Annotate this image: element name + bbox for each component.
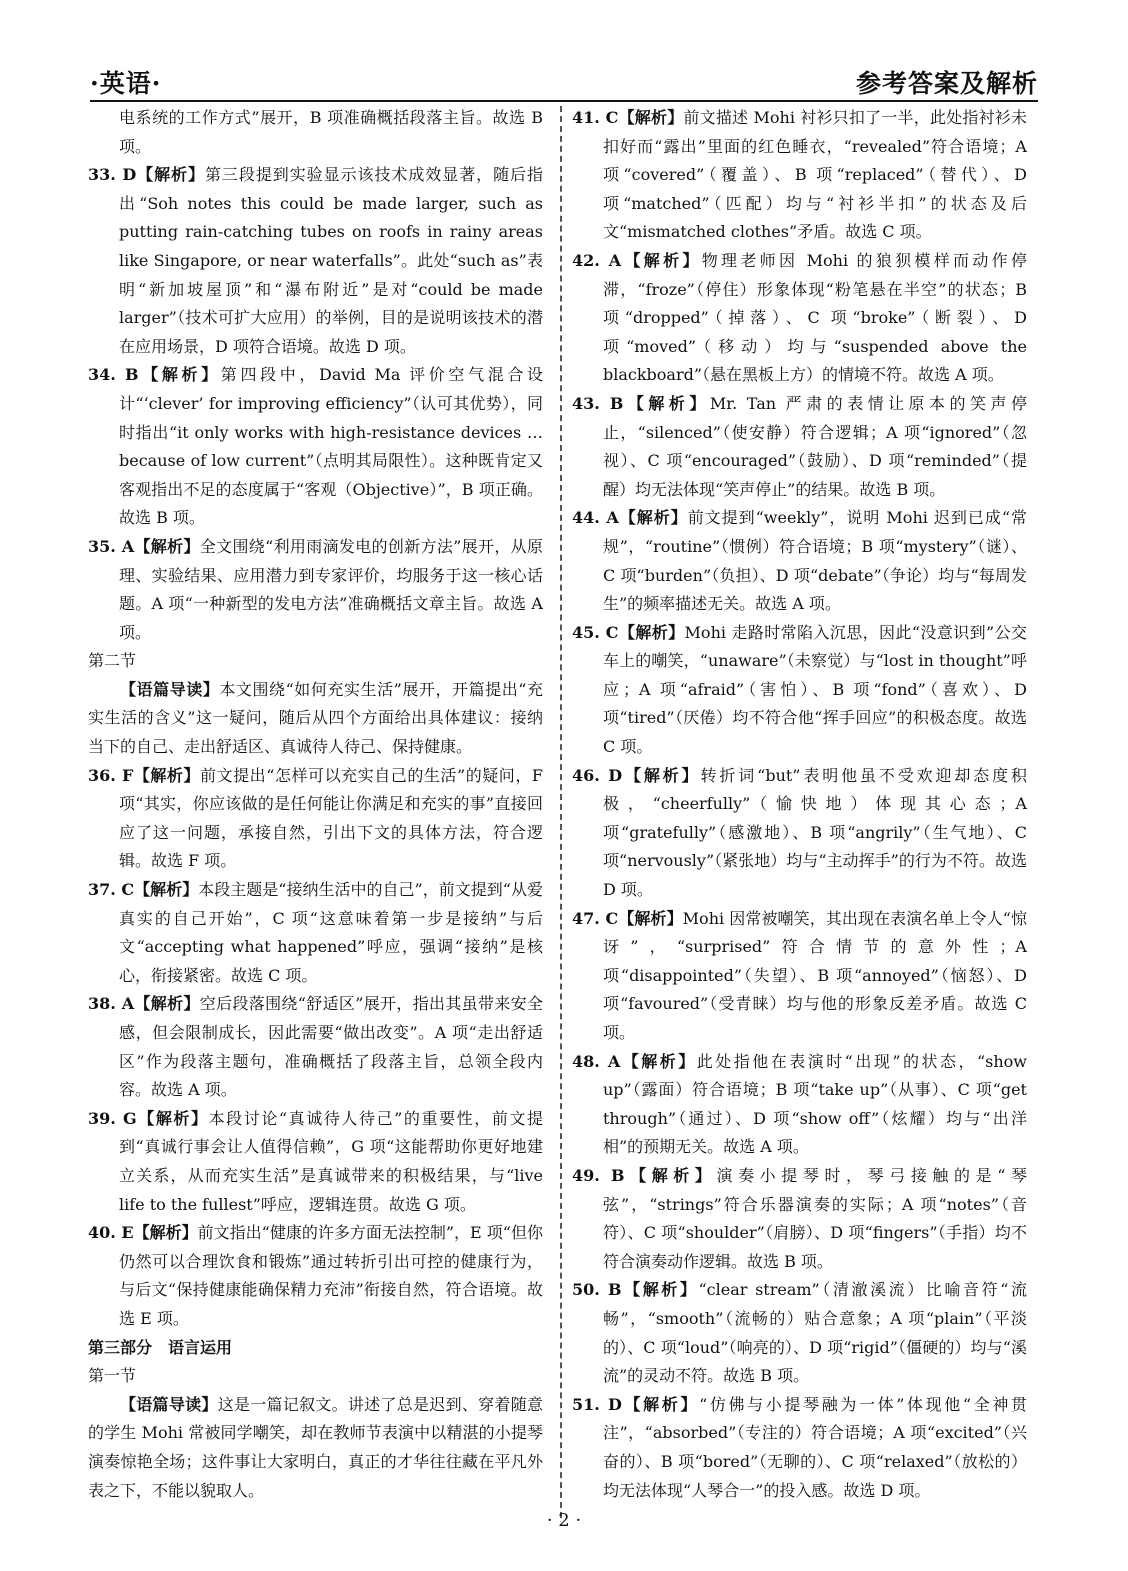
- answer-number: 36. F: [88, 765, 134, 785]
- analysis-tag: 【解析】: [618, 908, 683, 928]
- answer-explanation: 空后段落围绕“舒适区”展开，指出其虽带来安全感，但会限制成长，因此需要“做出改变”。A 项“走出舒适区”作为段落主题句，准确概括了段落主旨，总领全段内容。故选 A 项。: [119, 994, 543, 1100]
- answer-number: 50. B: [572, 1280, 622, 1300]
- answer-number: 42. A: [572, 250, 622, 270]
- analysis-tag: 【解析】: [620, 1051, 697, 1071]
- answer-explanation: 第三段提到实验显示该技术成效显著，随后指出“Soh notes this could be made larger, such as putting rain-catching tubes on roofs in rainy areas like Singapore, or near waterfalls”。此处“such as”表明“新加坡屋顶”和“瀑布附近”是对“could be made larger”（技术可扩大应用）的举例，目的是说明该技术的潜在应用场景，D 项符合语境。故选 D 项。: [119, 165, 543, 356]
- answer-explanation: Mohi 走路时常陷入沉思，因此“没意识到”公交车上的嘲笑，“unaware”（未察觉）与“lost in thought”呼应；A 项“afraid”（害怕）、B 项“fond”（喜欢）、D 项“tired”（厌倦）均不符合他“挥手回应”的积极态度。故选 C 项。: [603, 622, 1027, 757]
- answer-explanation: 前文提出“怎样可以充实自己的生活”的疑问，F 项“其实，你应该做的是任何能让你满足和充实的事”直接回应了这一问题，承接自然，引出下文的具体方法，符合逻辑。故选 F 项。: [119, 765, 543, 871]
- answer-item-34: [88, 361, 543, 533]
- answer-explanation: 演奏小提琴时，琴弓接触的是“琴弦”，“strings”符合乐器演奏的实际；A 项“notes”（音符）、C 项“shoulder”（肩膀）、D 项“fingers”（手指）均不符合演奏动作逻辑。故选 B 项。: [603, 1165, 1027, 1271]
- page-header: [90, 62, 1038, 102]
- passage-guide: [88, 676, 543, 762]
- analysis-tag: 【解析】: [138, 365, 221, 385]
- answer-explanation: 第四段中，David Ma 评价空气混合设计“‘clever’ for improving efficiency”（认可其优势），同时指出“it only works with high-resistance devices … because of low current”（点明其局限性）。这种既肯定又客观指出不足的态度属于“客观（Objective）”，B 项正确。故选 B 项。: [119, 365, 543, 528]
- header-title: 参考答案及解析: [855, 69, 1038, 98]
- analysis-tag: 【解析】: [621, 1394, 700, 1414]
- answer-number: 33. D: [88, 165, 137, 185]
- answer-item-50: [572, 1276, 1027, 1390]
- right-column: [572, 104, 1027, 1505]
- subject-label: ·英语·: [90, 69, 162, 98]
- analysis-tag: 【解析】: [133, 1223, 198, 1243]
- analysis-tag: 【解析】: [133, 765, 201, 785]
- answer-item-47: [572, 905, 1027, 1048]
- answer-number: 47. C: [572, 908, 619, 928]
- passage-guide: [88, 1391, 543, 1505]
- answer-item-39: [88, 1105, 543, 1219]
- answer-number: 44. A: [572, 508, 619, 528]
- answer-item-33: [88, 161, 543, 361]
- guide-text: 本文围绕“如何充实生活”展开，开篇提出“充实生活的含义”这一疑问，随后从四个方面给出具体建议：接纳当下的自己、走出舒适区、真诚待人待己、保持健康。: [88, 679, 543, 757]
- analysis-tag: 【解析】: [134, 880, 199, 900]
- analysis-tag: 【解析】: [134, 994, 200, 1014]
- answer-number: 39. G: [88, 1108, 137, 1128]
- answer-explanation: Mr. Tan 严肃的表情让原本的笑声停止，“silenced”（使安静）符合逻辑；A 项“ignored”（忽视）、C 项“encouraged”（鼓励）、D 项“reminded”（提醒）均无法体现“笑声停止”的结果。故选 B 项。: [603, 393, 1027, 499]
- answer-number: 38. A: [88, 994, 135, 1014]
- answer-item-42: [572, 247, 1027, 390]
- answer-number: 46. D: [572, 765, 623, 785]
- guide-text: 这是一篇记叙文。讲述了总是迟到、穿着随意的学生 Mohi 常被同学嘲笑，却在教师节表演中以精湛的小提琴演奏惊艳全场；这件事让大家明白，真正的才华往往藏在平凡外表之下，不能以貌取人。: [88, 1394, 543, 1500]
- left-column: [88, 104, 543, 1505]
- analysis-tag: 【解析】: [621, 250, 702, 270]
- analysis-tag: 【解析】: [618, 508, 688, 528]
- answer-number: 49. B: [572, 1165, 625, 1185]
- analysis-tag: 【解析】: [623, 393, 710, 413]
- answer-item-35: [88, 533, 543, 647]
- answer-item-38: [88, 990, 543, 1104]
- answer-item-40: [88, 1219, 543, 1333]
- answer-explanation: 此处指他在表演时“出现”的状态，“show up”（露面）符合语境；B 项“take up”（从事）、C 项“get through”（通过）、D 项“show off”（炫耀）均与“出洋相”的预期无关。故选 A 项。: [603, 1051, 1027, 1157]
- answer-explanation: 转折词“but”表明他虽不受欢迎却态度积极，“cheerfully”（愉快地）体现其心态；A 项“gratefully”（感激地）、B 项“angrily”（生气地）、C 项“nervously”（紧张地）均与“主动挥手”的行为不符。故选 D 项。: [603, 765, 1027, 900]
- answer-explanation: 前文指出“健康的许多方面无法控制”，E 项“但你仍然可以合理饮食和锻炼”通过转折引出可控的健康行为，与后文“保持健康能确保精力充沛”衔接自然，符合语境。故选 E 项。: [119, 1223, 543, 1328]
- section-heading: 第一节: [88, 1366, 137, 1386]
- guide-tag: 【语篇导读】: [120, 679, 220, 699]
- section-heading: 第二节: [88, 651, 137, 671]
- answer-item-49: [572, 1162, 1027, 1276]
- answer-number: 45. C: [572, 622, 619, 642]
- analysis-tag: 【解析】: [618, 622, 685, 642]
- answer-number: 48. A: [572, 1051, 621, 1071]
- answer-item-45: [572, 619, 1027, 762]
- analysis-tag: 【解析】: [622, 765, 701, 785]
- analysis-tag: 【解析】: [136, 165, 205, 185]
- column-divider: [560, 106, 562, 1518]
- answer-item-46: [572, 762, 1027, 905]
- analysis-tag: 【解析】: [618, 108, 684, 127]
- part-heading: 第三部分 语言运用: [88, 1337, 233, 1357]
- answer-explanation: 全文围绕“利用雨滴发电的创新方法”展开，从原理、实验结果、应用潜力到专家评价，均服务于这一核心话题。A 项“一种新型的发电方法”准确概括文章主旨。故选 A 项。: [119, 536, 543, 642]
- answer-explanation: 本段讨论“真诚待人待己”的重要性，前文提到“真诚行事会让人值得信赖”，G 项“这能帮助你更好地建立关系，从而充实生活”是真诚带来的积极结果，与“live life to the fullest”呼应，逻辑连贯。故选 G 项。: [119, 1108, 543, 1214]
- continuation-text: 电系统的工作方式”展开，B 项准确概括段落主旨。故选 B 项。: [119, 108, 543, 156]
- answer-number: 51. D: [572, 1394, 622, 1414]
- analysis-tag: 【解析】: [621, 1280, 699, 1300]
- answer-explanation: Mohi 因常被嘲笑，其出现在表演名单上令人“惊讶”，“surprised”符合情节的意外性；A 项“disappointed”（失望）、B 项“annoyed”（恼怒）、D 项“favoured”（受青睐）均与他的形象反差矛盾。故选 C 项。: [603, 908, 1027, 1042]
- guide-tag: 【语篇导读】: [120, 1394, 218, 1414]
- answer-explanation: “仿佛与小提琴融为一体”体现他“全神贯注”，“absorbed”（专注的）符合语境；A 项“excited”（兴奋的）、B 项“bored”（无聊的）、C 项“relaxed”（放松的）均无法体现“人琴合一”的投入感。故选 D 项。: [603, 1394, 1028, 1500]
- answer-explanation: 本段主题是“接纳生活中的自己”，前文提到“从爱真实的自己开始”，C 项“这意味着第一步是接纳”与后文“accepting what happened”呼应，强调“接纳”是核心，衔接紧密。故选 C 项。: [119, 880, 543, 985]
- answer-item-41: [572, 104, 1027, 247]
- answer-number: 35. A: [88, 536, 135, 556]
- page-number: · 2 ·: [546, 1510, 582, 1531]
- analysis-tag: 【解析】: [134, 536, 200, 556]
- answer-item-36: [88, 762, 543, 876]
- answer-item-48: [572, 1048, 1027, 1162]
- answer-number: 41. C: [572, 108, 619, 127]
- answer-item-37: [88, 876, 543, 990]
- answer-number: 40. E: [88, 1223, 134, 1243]
- answer-item-44: [572, 504, 1027, 618]
- answer-explanation: “clear stream”（清澈溪流）比喻音符“流畅”，“smooth”（流畅的）贴合意象；A 项“plain”（平淡的）、C 项“loud”（响亮的）、D 项“rigid”（僵硬的）均与“溪流”的灵动不符。故选 B 项。: [603, 1280, 1027, 1386]
- answer-number: 43. B: [572, 393, 624, 413]
- analysis-tag: 【解析】: [624, 1165, 717, 1185]
- answer-explanation: 物理老师因 Mohi 的狼狈模样而动作停滞，“froze”（停住）形象体现“粉笔悬在半空”的状态；B 项“dropped”（掉落）、C 项“broke”（断裂）、D 项“moved”（移动）均与“suspended above the blackboard”（悬在黑板上方）的情境不符。故选 A 项。: [603, 250, 1027, 385]
- answer-item-51: [572, 1391, 1027, 1505]
- answer-number: 37. C: [88, 880, 135, 900]
- answer-item-43: [572, 390, 1027, 504]
- answer-explanation: 前文提到“weekly”，说明 Mohi 迟到已成“常规”，“routine”（惯例）符合语境；B 项“mystery”（谜）、C 项“burden”（负担）、D 项“debate”（争论）均与“每周发生”的频率描述无关。故选 A 项。: [603, 508, 1027, 614]
- answer-number: 34. B: [88, 365, 139, 385]
- answer-explanation: 前文描述 Mohi 衬衫只扣了一半，此处指衬衫未扣好而“露出”里面的红色睡衣，“revealed”符合语境；A 项“covered”（覆盖）、B 项“replaced”（替代）、D 项“matched”（匹配）均与“衬衫半扣”的状态及后文“mismatched clothes”矛盾。故选 C 项。: [603, 108, 1027, 242]
- analysis-tag: 【解析】: [136, 1108, 209, 1128]
